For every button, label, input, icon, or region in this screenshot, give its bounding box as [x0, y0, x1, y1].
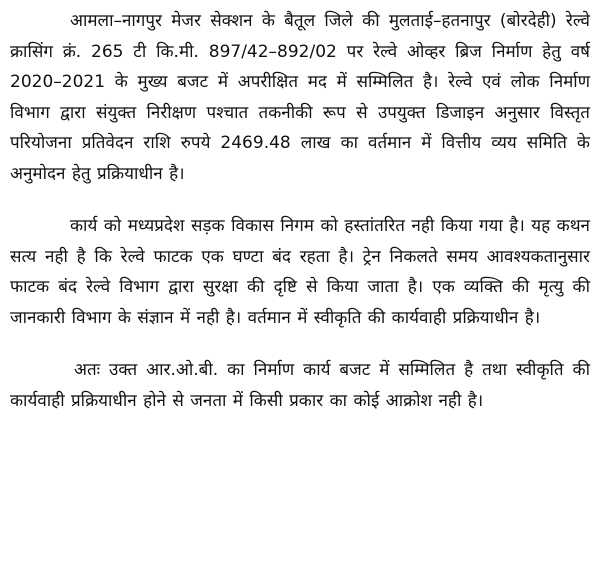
- paragraph-railway-crossing-facts: कार्य को मध्यप्रदेश सड़क विकास निगम को हस्तांतरित नही किया गया है। यह कथन सत्य नही है कि रेल्वे फाटक एक घण्टा बंद रहता है। ट्रेन निकलते समय आवश्यकतानुसार फाटक बंद रेल्वे विभाग द्वारा सुरक्षा की दृष्टि से किया जाता है। एक व्यक्ति की मृत्यु की जानकारी विभाग के संज्ञान में नही है। वर्तमान में स्वीकृति की कार्यवाही प्रक्रियाधीन है।: [10, 216, 590, 328]
- paragraph-conclusion: अतः उक्त आर.ओ.बी. का निर्माण कार्य बजट में सम्मिलित है तथा स्वीकृति की कार्यवाही प्रक्रियाधीन होने से जनता में किसी प्रकार का कोई आक्रोश नही है।: [10, 360, 590, 411]
- paragraph-rob-budget-status: आमला–नागपुर मेजर सेक्शन के बैतूल जिले की मुलताई–हतनापुर (बोरदेही) रेल्वे क्रासिंग क्रं. 265 टी कि.मी. 897/42–892/02 पर रेल्वे ओव्हर ब्रिज निर्माण हेतु वर्ष 2020–2021 के मुख्य बजट में अपरीक्षित मद में सम्मिलित है। रेल्वे एवं लोक निर्माण विभाग द्वारा संयुक्त निरीक्षण पश्चात तकनीकी रूप से उपयुक्त डिजाइन अनुसार विस्तृत परियोजना प्रतिवेदन राशि रुपये 2469.48 लाख का वर्तमान में वित्तीय व्यय समिति के अनुमोदन हेतु प्रक्रियाधीन है।: [10, 11, 590, 184]
